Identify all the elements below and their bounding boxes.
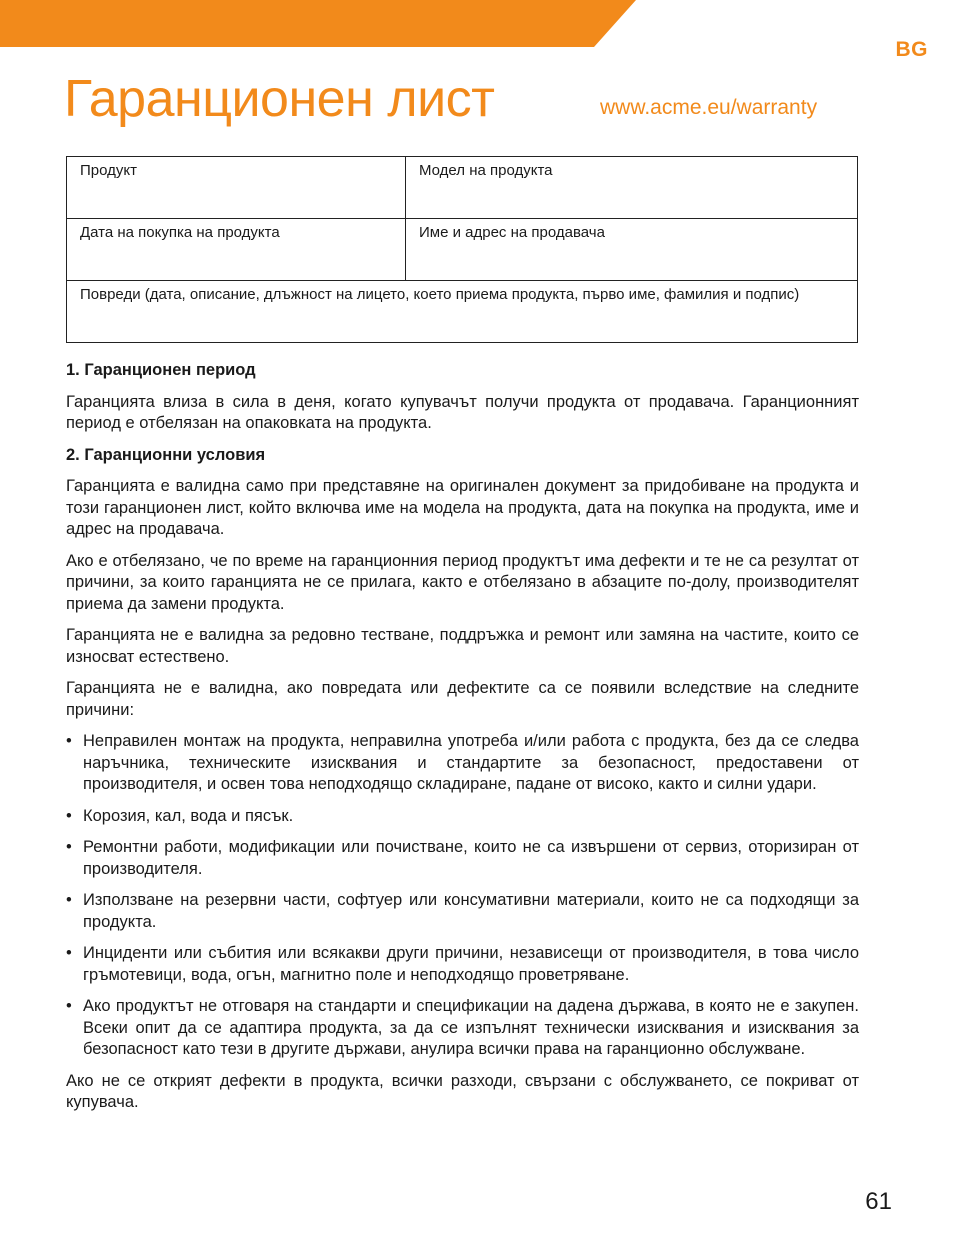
bullet-icon: •	[66, 806, 72, 825]
list-item: • Неправилен монтаж на продукта, неправилна употреба и/или работа с продукта, без да се следва наръчника, техническите изисквания и стандартите за безопасност, предоставени от производителя, и освен това неподходящо складиране, падане от високо, както и силни удари.	[66, 732, 859, 793]
bullet-icon: •	[66, 732, 72, 750]
purchase-date-cell[interactable]: Дата на покупка на продукта	[67, 219, 406, 281]
bullet-icon: •	[66, 997, 72, 1015]
header-accent-bar	[0, 0, 640, 47]
closing-paragraph: Ако не се открият дефекти в продукта, всички разходи, свързани с обслужването, се покриват от купувача.	[66, 1071, 859, 1111]
page-title: Гаранционен лист	[64, 70, 495, 128]
list-item: • Използване на резервни части, софтуер или консумативни материали, които не са подходящи за продукта.	[66, 891, 859, 931]
list-item: • Корозия, кал, вода и пясък.	[66, 806, 859, 828]
section-heading-warranty-period: 1. Гаранционен период	[66, 361, 256, 379]
language-code: BG	[895, 38, 928, 61]
bullet-icon: •	[66, 838, 72, 856]
model-cell[interactable]: Модел на продукта	[406, 157, 858, 219]
section-paragraph: Ако е отбелязано, че по време на гаранционния период продуктът има дефекти и те не са резултат от причини, за които гаранцията не се прилага, както е отбелязано в абзаците по-долу, производителят приема да замени продукта.	[66, 551, 859, 613]
section-paragraph: Гаранцията не е валидна за редовно тестване, поддръжка и ремонт или замяна на частите, които се износват естествено.	[66, 626, 859, 666]
warranty-url-link[interactable]: www.acme.eu/warranty	[600, 96, 818, 119]
product-cell[interactable]: Продукт	[67, 157, 406, 219]
page-number: 61	[865, 1188, 892, 1215]
bullet-icon: •	[66, 944, 72, 962]
warranty-info-table	[66, 156, 858, 343]
bullet-icon: •	[66, 891, 72, 909]
list-item: • Инциденти или събития или всякакви други причини, независещи от производителя, в това число гръмотевици, вода, огън, магнитно поле и неподходящо проветряване.	[66, 944, 859, 984]
seller-cell[interactable]: Име и адрес на продавача	[406, 219, 858, 281]
section-paragraph: Гаранцията влиза в сила в деня, когато купувачът получи продукта от продавача. Гаранционният период е отбелязан на опаковката на продукта.	[66, 392, 859, 432]
section-paragraph: Гаранцията е валидна само при представяне на оригинален документ за придобиване на продукта и този гаранционен лист, който включва име на модела на продукта, дата на покупка на продукта, име и адрес на продавача.	[66, 477, 859, 538]
list-item: • Ремонтни работи, модификации или почистване, които не са извършени от сервиз, оторизиран от производителя.	[66, 838, 859, 878]
damages-cell[interactable]: Повреди (дата, описание, длъжност на лицето, което приема продукта, първо име, фамилия и подпис)	[67, 281, 858, 343]
warranty-terms	[66, 360, 859, 1124]
section-heading-warranty-conditions: 2. Гаранционни условия	[66, 445, 266, 464]
list-item: • Ако продуктът не отговаря на стандарти и спецификации на дадена държава, в която не е закупен. Всеки опит да се адаптира продукта, за да се изпълнят технически изисквания и изисквания за безопасност като тези в другите държави, анулира всички права на гаранционно обслужване.	[66, 997, 859, 1058]
section-paragraph: Гаранцията не е валидна, ако повредата или дефектите са се появили вследствие на следните причини:	[66, 679, 859, 719]
exclusions-list	[66, 731, 859, 1061]
